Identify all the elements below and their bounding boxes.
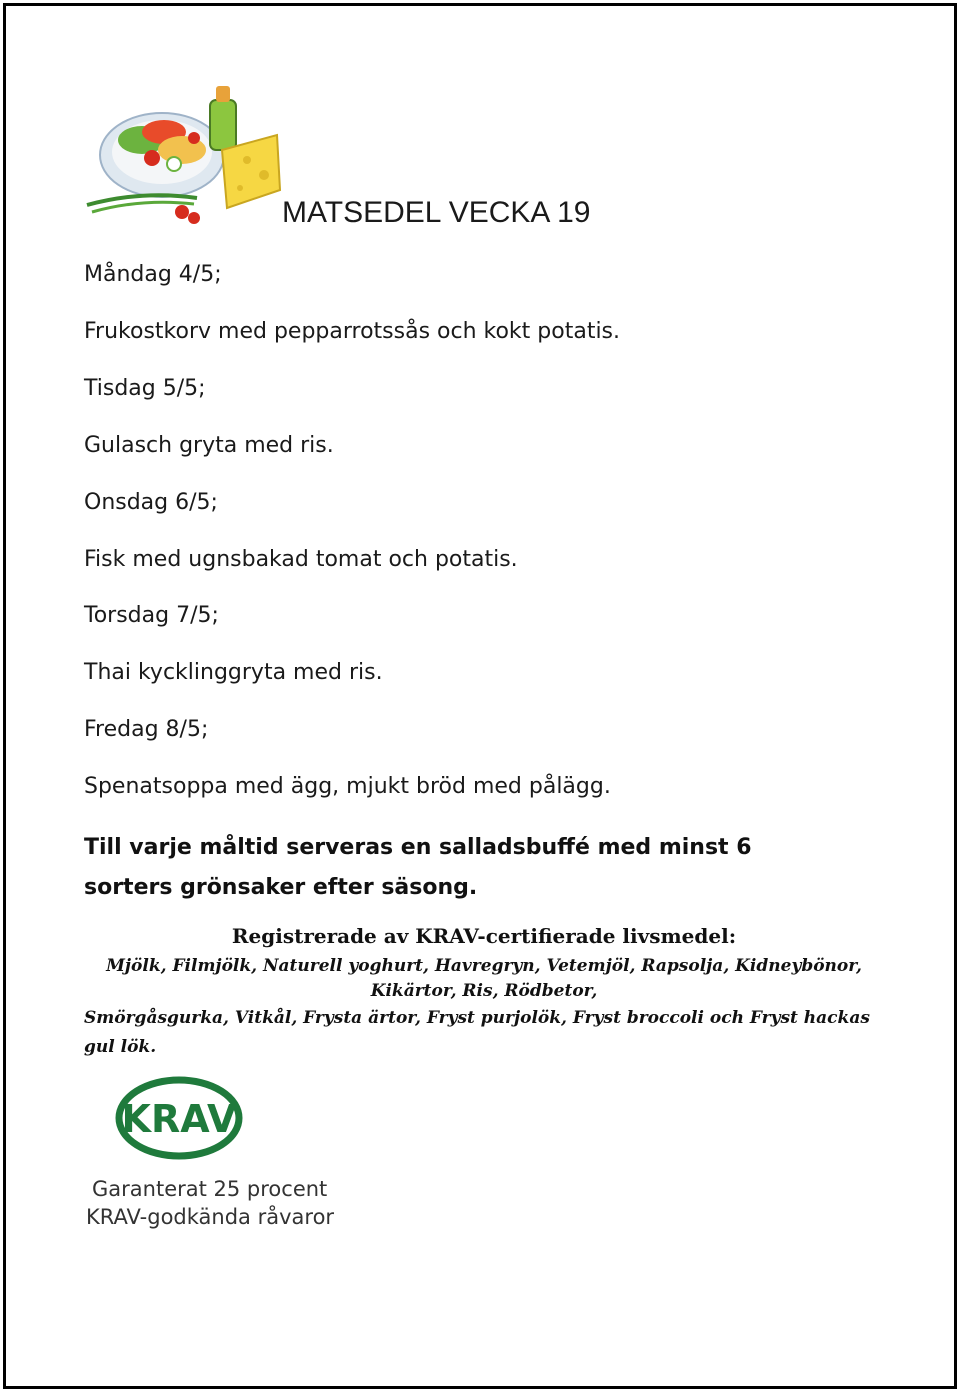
krav-list-line: Mjölk, Filmjölk, Naturell yoghurt, Havregryn, Vetemjöl, Rapsolja, Kidneybönor, xyxy=(106,956,862,976)
food-illustration xyxy=(82,80,282,230)
dish-friday: Spenatsoppa med ägg, mjukt bröd med pålägg. xyxy=(84,774,611,799)
day-label-monday: Måndag 4/5; xyxy=(84,262,222,287)
krav-caption-line1: Garanterat 25 procent xyxy=(92,1177,328,1201)
krav-product-list xyxy=(84,954,884,1062)
day-label-tuesday: Tisdag 5/5; xyxy=(84,376,206,401)
day-label-wednesday: Onsdag 6/5; xyxy=(84,490,218,515)
dish-thursday: Thai kycklinggryta med ris. xyxy=(84,660,383,685)
krav-caption-line2: KRAV-godkända råvaror xyxy=(86,1205,335,1229)
krav-list-line: Kikärtor, Ris, Rödbetor, xyxy=(370,981,598,1001)
day-label-friday: Fredag 8/5; xyxy=(84,717,209,742)
dish-monday: Frukostkorv med pepparrotssås och kokt potatis. xyxy=(84,319,621,344)
krav-logo xyxy=(84,1076,344,1236)
page-title: MATSEDEL VECKA 19 xyxy=(282,196,591,229)
dish-wednesday: Fisk med ugnsbakad tomat och potatis. xyxy=(84,547,518,572)
salad-buffet-note: Till varje måltid serveras en salladsbuffé med minst 6 sorters grönsaker efter säsong. xyxy=(84,835,752,900)
krav-heading: Registrerade av KRAV-certifierade livsmedel: xyxy=(231,924,737,948)
day-label-thursday: Torsdag 7/5; xyxy=(84,603,219,628)
krav-brand-text: KRAV xyxy=(121,1097,237,1141)
krav-list-line: Smörgåsgurka, Vitkål, Frysta ärtor, Fryst purjolök, Fryst broccoli och Fryst hackas gul lök. xyxy=(84,1008,870,1057)
dish-tuesday: Gulasch gryta med ris. xyxy=(84,433,334,458)
